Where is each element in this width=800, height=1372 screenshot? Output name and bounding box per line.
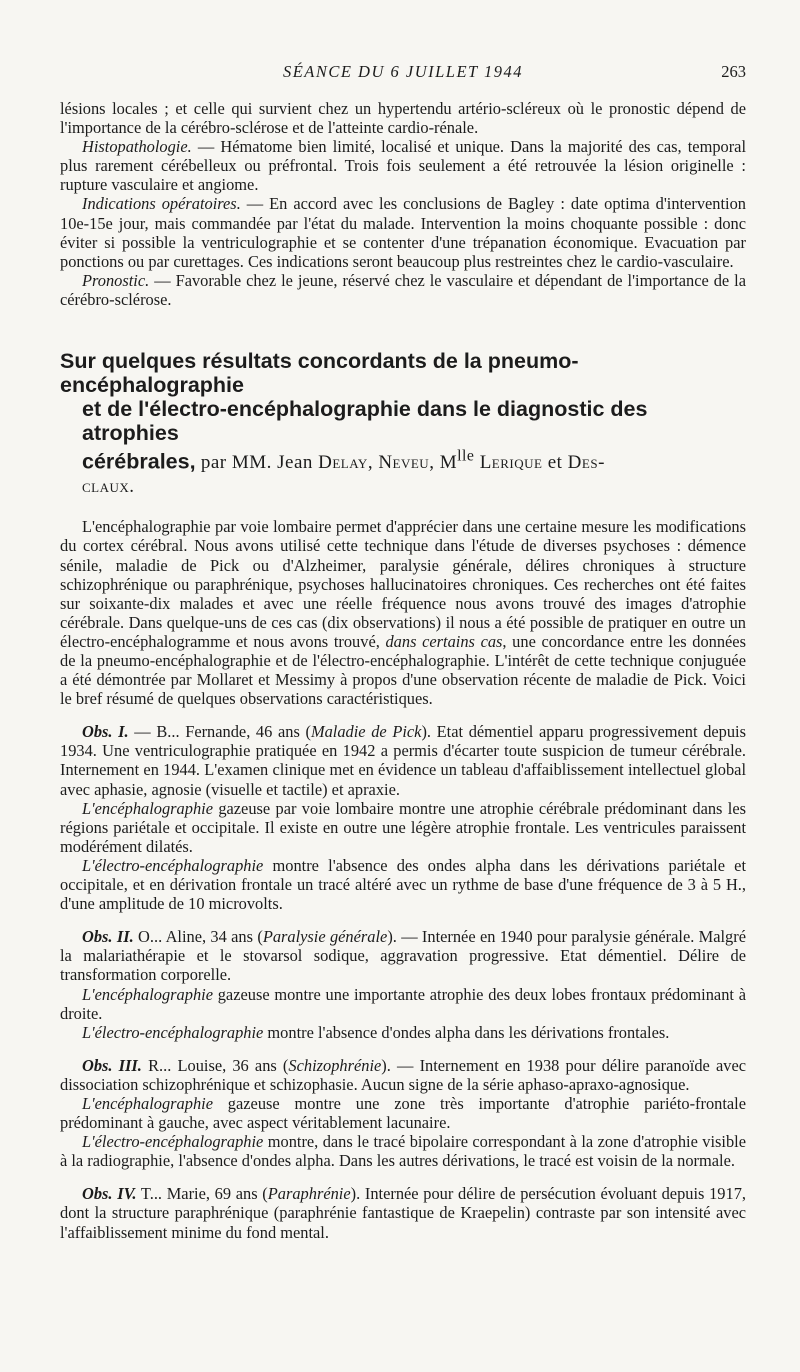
eeg-paragraph: L'électro-encéphalographie montre, dans le tracé bipolaire correspondant à la zone d'atrophie visible à la radiographie, l'absence d'ondes alpha. Dans les autres dérivations, le tracé est voisin de la normale. bbox=[60, 1132, 746, 1171]
observation-heading: Obs. I. bbox=[82, 722, 129, 742]
observation-heading: Obs. IV. bbox=[82, 1184, 137, 1204]
authors-continuation: claux. bbox=[82, 476, 135, 498]
encephalography-paragraph: L'encéphalographie gazeuse montre une importante atrophie des deux lobes frontaux prédominant à droite. bbox=[60, 984, 746, 1023]
eeg-paragraph: L'électro-encéphalographie montre l'absence des ondes alpha dans les dérivations pariétale et occipitale, et en dérivation frontale un tracé altéré avec un rythme de base d'une fréquence de 3 à 5 H., d'une amplitude de 10 microvolts. bbox=[60, 855, 746, 914]
authors: par MM. Jean Delay, Neveu, $M^{lle}$ Lerique et Des- bbox=[195, 448, 605, 474]
intro-paragraph: L'encéphalographie par voie lombaire permet d'apprécier dans une certaine mesure les modifications du cortex cérébral. Nous avons utilisé cette technique dans l'étude de diverses psychoses : démence sénile, maladie de Pick ou d'Alzheimer, paralysie générale, délires chroniques à structure schizophrénique ou paraphrénique, psychoses hallucinatoires chroniques. Ces recherches ont été faites sur soixante-dix malades et avec une réelle fréquence nous avons trouvé des images d'atrophie cérébrale. Dans quelque-uns de ces cas (dix observations) il nous a été possible de pratiquer en outre un électro-encéphalogramme et nous avons trouvé, dans certains cas, une concordance entre les données de la pneumo-encéphalographie et de l'électro-encéphalographie. L'intérêt de cette technique conjuguée a été démontrée par Mollaret et Messimy à propos d'une observation récente de maladie de Pick. Voici le bref résumé de quelques observations caractéristiques. bbox=[60, 517, 746, 709]
encephalography-paragraph: L'encéphalographie gazeuse par voie lombaire montre une atrophie cérébrale prédominant dans les régions pariétale et occipitale. Il existe en outre une légère atrophie frontale. Les ventricules paraissent modérément dilatés. bbox=[60, 798, 746, 856]
observation-heading: Obs. III. bbox=[82, 1055, 142, 1075]
title-line-with-authors: cérébrales, par MM. Jean Delay, Neveu, $M^{lle}$ Lerique et Des- bbox=[82, 448, 605, 474]
page-body bbox=[60, 99, 746, 1242]
title-line: et de l'électro-encéphalographie dans le diagnostic des atrophies bbox=[82, 397, 648, 446]
observation-heading: Obs. II. bbox=[82, 927, 134, 947]
histopathology-paragraph: Histopathologie. — Hématome bien limité, localisé et unique. Dans la majorité des cas, temporal plus rarement cérébelleux ou préfrontal. Trois fois seulement a été retrouvée la lésion originelle : rupture vasculaire et angiome. bbox=[60, 137, 746, 195]
spacer bbox=[60, 913, 746, 927]
section-label: Pronostic. bbox=[82, 270, 150, 290]
observation-paragraph: Obs. III. R... Louise, 36 ans (Schizophrénie). — Internement en 1938 pour délire paranoïde avec dissociation schizophrénique et schizophasie. Aucun signe de la série aphaso-apraxo-agnosique. bbox=[60, 1055, 747, 1094]
running-head bbox=[60, 62, 746, 86]
spacer bbox=[60, 499, 746, 517]
prev-article-paragraph: lésions locales ; et celle qui survient chez un hypertendu artério-scléreux où le pronostic dépend de l'importance de la cérébro-sclérose et de l'atteinte cardio-rénale. bbox=[60, 99, 746, 138]
observation-paragraph: Obs. II. O... Aline, 34 ans (Paralysie générale). — Internée en 1940 pour paralysie générale. Malgré la malariathérapie et le stovarsol sodique, aggravation progressive. Etat démentiel. Délire de transformation corporelle. bbox=[60, 927, 746, 985]
spacer bbox=[60, 1042, 746, 1056]
prognosis-paragraph: Pronostic. — Favorable chez le jeune, réservé chez le vasculaire et dépendant de l'importance de la cérébro-sclérose. bbox=[60, 270, 746, 309]
encephalography-paragraph: L'encéphalographie gazeuse montre une zone très importante d'atrophie pariéto-frontale prédominant à gauche, avec aspect véritablement lacunaire. bbox=[60, 1093, 746, 1133]
indications-paragraph: Indications opératoires. — En accord avec les conclusions de Bagley : date optima d'intervention 10e-15e jour, mais commandée par l'état du malade. Intervention la moins choquante possible : donc éviter si possible la ventriculographie et se contenter d'une trépanation économique. Evacuation par ponctions ou par curettages. Ces indications seront beaucoup plus restreintes chez le cardio-vasculaire. bbox=[60, 194, 746, 271]
eeg-paragraph: L'électro-encéphalographie montre l'absence d'ondes alpha dans les dérivations frontales. bbox=[82, 1022, 670, 1042]
article-title bbox=[60, 349, 746, 499]
title-line: Sur quelques résultats concordants de la pneumo-encéphalographie bbox=[60, 349, 579, 398]
running-title: SÉANCE DU 6 JUILLET 1944 bbox=[282, 62, 524, 81]
spacer bbox=[60, 708, 746, 722]
section-label: Indications opératoires. bbox=[82, 194, 241, 214]
observation-paragraph: Obs. I. — B... Fernande, 46 ans (Maladie de Pick). Etat démentiel apparu progressivement depuis 1934. Une ventriculographie pratiquée en 1942 a permis d'écarter toute suspicion de tumeur cérébrale. Internement en 1944. L'examen clinique met en évidence un tableau d'affaiblissement intellectuel global avec aphasie, agnosie (visuelle et tactile) et apraxie. bbox=[60, 722, 746, 799]
section-label: Histopathologie. bbox=[82, 137, 192, 157]
spacer bbox=[60, 1170, 746, 1184]
observation-paragraph: Obs. IV. T... Marie, 69 ans (Paraphrénie). Internée pour délire de persécution évoluant depuis 1917, dont la structure paraphrénique (paraphrénie fantastique de Kraepelin) contraste par son intensité avec l'affaiblissement minime du fond mental. bbox=[60, 1184, 746, 1242]
page-number: 263 bbox=[721, 62, 746, 81]
spacer bbox=[60, 309, 746, 349]
